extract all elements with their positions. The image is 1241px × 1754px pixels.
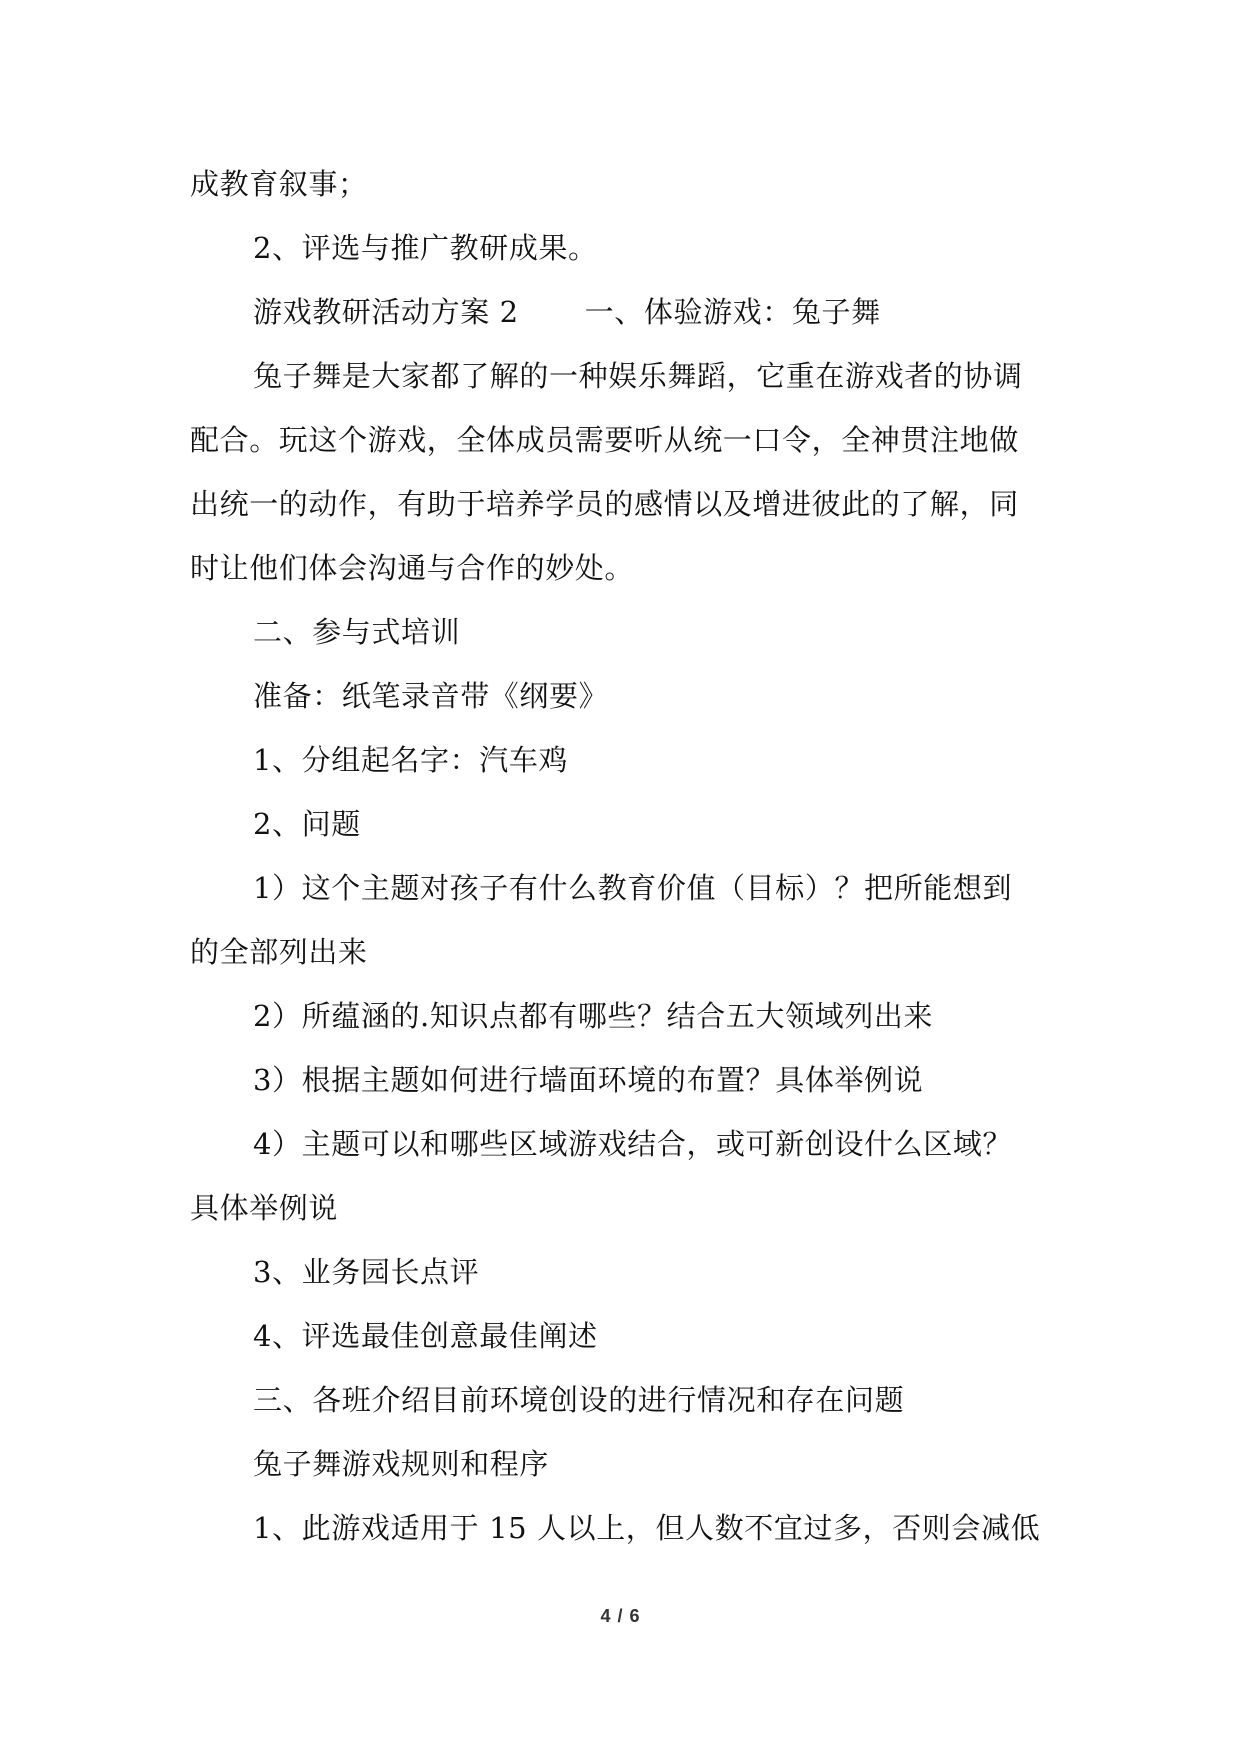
list-item: 2）所蕴涵的.知识点都有哪些？结合五大领域列出来	[253, 999, 934, 1033]
paragraph-line: 具体举例说	[190, 1191, 339, 1225]
paragraph-line: 兔子舞游戏规则和程序	[253, 1447, 550, 1481]
paragraph-line: 成教育叙事；	[190, 167, 368, 201]
paragraph-line: 出统一的动作，有助于培养学员的感情以及增进彼此的了解，同	[190, 487, 1019, 521]
paragraph-line: 时让他们体会沟通与合作的妙处。	[190, 551, 635, 585]
list-item: 2、问题	[253, 807, 361, 841]
plan-title: 游戏教研活动方案 2	[253, 295, 519, 329]
section-heading: 二、参与式培训	[253, 615, 461, 649]
section-title-line	[253, 292, 881, 332]
list-item: 4、评选最佳创意最佳阐述	[253, 1319, 598, 1353]
paragraph-line: 兔子舞是大家都了解的一种娱乐舞蹈，它重在游戏者的协调	[253, 359, 1023, 393]
paragraph-line: 准备：纸笔录音带《纲要》	[253, 679, 609, 713]
paragraph-line: 配合。玩这个游戏，全体成员需要听从统一口令，全神贯注地做	[190, 423, 1019, 457]
list-item: 1、分组起名字：汽车鸡	[253, 743, 569, 777]
list-item: 1、此游戏适用于 15 人以上，但人数不宜过多，否则会减低	[253, 1511, 1041, 1545]
page-number: 4 / 6	[600, 1606, 641, 1626]
list-item: 3）根据主题如何进行墙面环境的布置？具体举例说	[253, 1063, 924, 1097]
paragraph-line: 2、评选与推广教研成果。	[253, 231, 598, 265]
section-heading: 三、各班介绍目前环境创设的进行情况和存在问题	[253, 1383, 905, 1417]
list-item: 1）这个主题对孩子有什么教育价值（目标）？把所能想到	[253, 871, 1013, 905]
paragraph-line: 的全部列出来	[190, 935, 368, 969]
list-item: 4）主题可以和哪些区域游戏结合，或可新创设什么区域？	[253, 1127, 1013, 1161]
list-item: 3、业务园长点评	[253, 1255, 480, 1289]
section-heading: 一、体验游戏：兔子舞	[584, 295, 881, 329]
